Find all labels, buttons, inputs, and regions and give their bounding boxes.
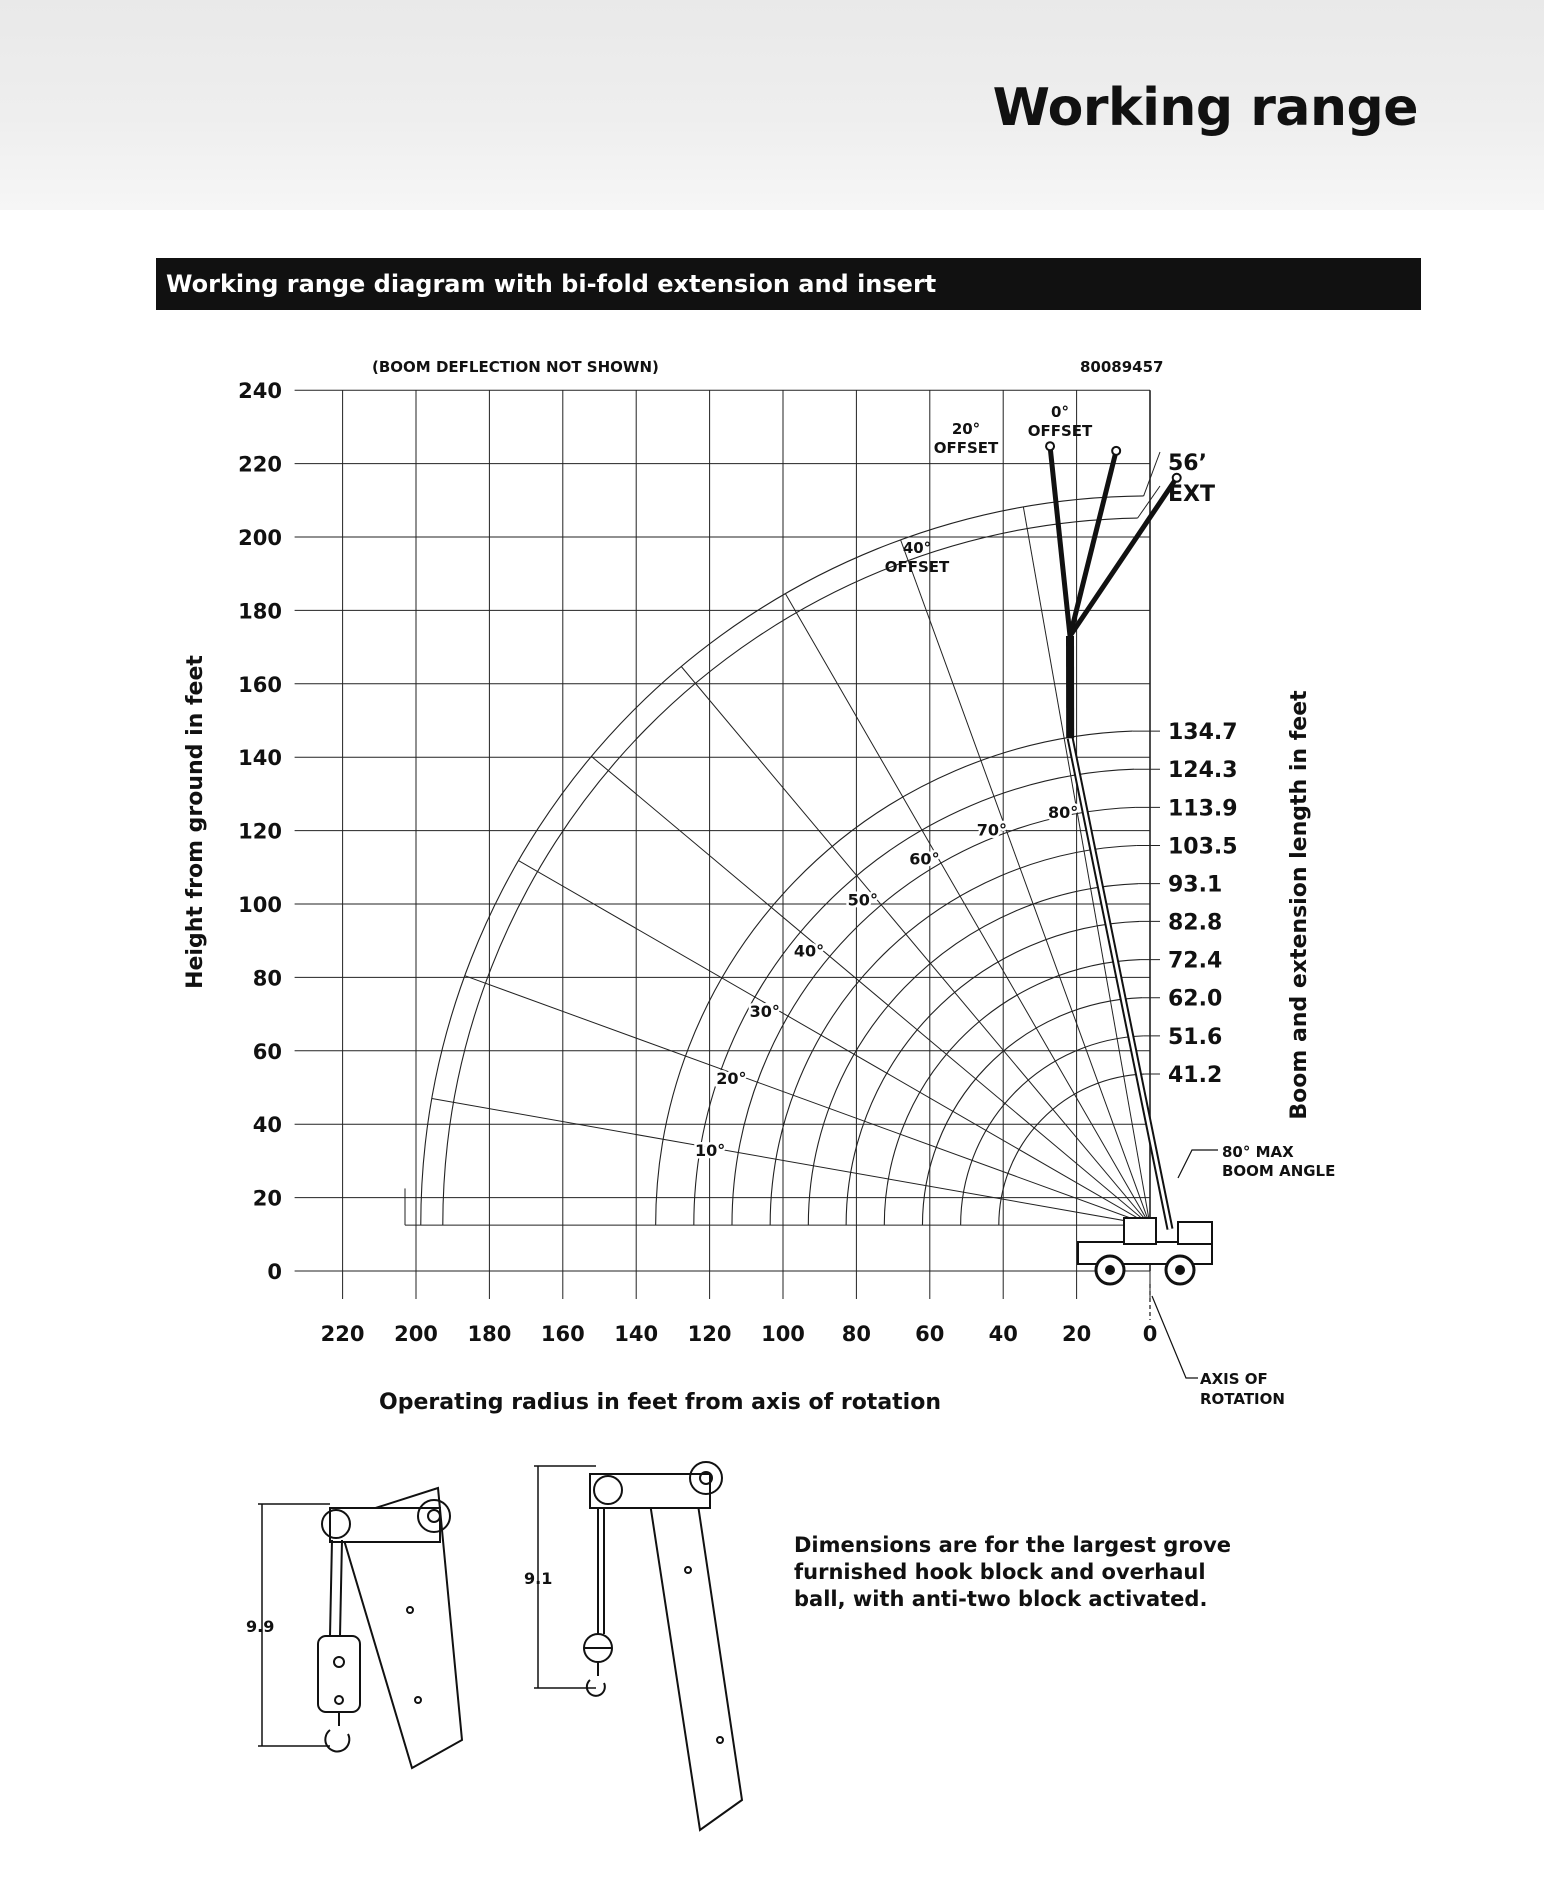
deflection-note: (BOOM DEFLECTION NOT SHOWN) <box>372 358 659 376</box>
offset-20-word: OFFSET <box>933 439 999 457</box>
x-tick-label: 20 <box>1061 1322 1092 1346</box>
carrier-counterweight <box>1178 1222 1212 1244</box>
page-title: Working range <box>992 78 1418 138</box>
boom-length-label: 62.0 <box>1168 986 1223 1012</box>
jib-tip <box>1112 447 1120 455</box>
carrier-hub <box>1105 1265 1115 1275</box>
axis-ticks <box>238 379 1157 1346</box>
max-angle-leader <box>1178 1150 1218 1178</box>
boom-length-label: 103.5 <box>1168 834 1238 860</box>
carrier-cab <box>1124 1218 1156 1244</box>
dimensions-note: Dimensions are for the largest grove furnished hook block and overhaul ball, with anti-two block activated. <box>794 1533 1232 1611</box>
boom-angle-ray <box>518 861 1150 1226</box>
right-axis-label: Boom and extension length in feet <box>1287 690 1312 1120</box>
boom-length-arcs <box>405 452 1238 1225</box>
boom-length-label: 41.2 <box>1168 1063 1223 1089</box>
offset-40-word: OFFSET <box>884 558 950 576</box>
boom-length-label: 51.6 <box>1168 1024 1223 1050</box>
ext-label: EXT <box>1168 482 1215 507</box>
boom-angle-label: 70° <box>976 820 1008 840</box>
y-tick-label: 240 <box>238 379 282 404</box>
y-tick-label: 100 <box>238 893 282 917</box>
y-tick-label: 200 <box>238 526 282 550</box>
boom-angle-ray <box>465 976 1150 1225</box>
y-tick-label: 60 <box>252 1039 282 1064</box>
axis-of-rotation-line2: ROTATION <box>1200 1390 1285 1408</box>
section-title: Working range diagram with bi-fold extension and insert <box>166 270 937 298</box>
y-tick-label: 40 <box>252 1113 282 1138</box>
boom-angle-ray <box>901 540 1150 1225</box>
max-boom-angle-line2: BOOM ANGLE <box>1222 1162 1336 1180</box>
y-axis-label: Height from ground in feet <box>183 655 208 989</box>
x-tick-label: 0 <box>1142 1322 1158 1346</box>
boom-length-label: 93.1 <box>1168 872 1223 898</box>
y-tick-label: 180 <box>238 599 282 624</box>
boom-angle-label: 20° <box>716 1068 747 1088</box>
y-tick-label: 0 <box>267 1260 282 1284</box>
x-tick-label: 140 <box>614 1322 659 1346</box>
y-tick-label: 80 <box>252 966 282 991</box>
boom-angle-label: 80° <box>1048 803 1079 823</box>
boom-angle-ray <box>681 667 1150 1226</box>
jib-tip <box>1046 442 1054 450</box>
hook-block-details <box>246 1462 742 1830</box>
offset-20-angle: 20° <box>951 420 981 438</box>
x-tick-label: 80 <box>841 1322 872 1346</box>
carrier-hub <box>1175 1265 1185 1275</box>
boom-angle-label: 40° <box>793 941 825 961</box>
offset-0-word: OFFSET <box>1027 422 1093 440</box>
boom-length-label: 134.7 <box>1168 720 1238 746</box>
boom-angle-label: 30° <box>749 1001 780 1021</box>
boom-angle-ray <box>785 594 1150 1226</box>
max-boom-angle-line1: 80° MAX <box>1222 1143 1294 1161</box>
boom-length-label: 113.9 <box>1168 796 1238 822</box>
axis-leader <box>1152 1296 1198 1378</box>
x-tick-label: 200 <box>394 1322 438 1346</box>
x-tick-label: 100 <box>761 1322 805 1346</box>
jib-offset-section <box>1070 478 1177 636</box>
offset-0-angle: 0° <box>1051 403 1069 421</box>
overhaul-ball-drawing <box>584 1462 742 1830</box>
boom-angle-label: 60° <box>909 849 940 869</box>
x-tick-label: 60 <box>915 1322 945 1346</box>
boom-angle-rays <box>432 507 1150 1225</box>
y-tick-label: 140 <box>238 746 282 771</box>
x-tick-label: 180 <box>467 1322 512 1346</box>
dimension-mid-value: 9.1 <box>524 1569 553 1588</box>
main-boom-inner <box>1070 738 1170 1229</box>
x-tick-label: 120 <box>687 1322 732 1346</box>
x-tick-label: 40 <box>988 1322 1018 1346</box>
dimension-left-value: 9.9 <box>246 1617 275 1636</box>
boom-angle-label: 10° <box>694 1141 726 1161</box>
x-tick-label: 160 <box>540 1322 585 1346</box>
boom-length-label: 82.8 <box>1168 910 1223 936</box>
ext-length-label: 56’ <box>1168 451 1207 476</box>
jib-offset-section <box>1050 446 1070 636</box>
y-tick-label: 20 <box>252 1186 282 1211</box>
y-tick-label: 120 <box>238 819 282 844</box>
y-tick-label: 160 <box>238 672 282 697</box>
x-axis-label: Operating radius in feet from axis of rotation <box>379 1390 941 1415</box>
boom-angle-ray <box>432 1098 1150 1225</box>
x-tick-label: 220 <box>320 1322 365 1346</box>
boom-angle-label: 50° <box>847 890 878 910</box>
boom-length-label: 72.4 <box>1168 948 1223 974</box>
axis-of-rotation-line1: AXIS OF <box>1200 1370 1268 1388</box>
extension-leader <box>1138 486 1160 518</box>
drawing-number: 80089457 <box>1080 358 1164 376</box>
offset-40-angle: 40° <box>902 539 932 557</box>
boom-angle-ray <box>591 756 1150 1225</box>
y-tick-label: 220 <box>238 452 282 477</box>
hook-block-drawing <box>318 1488 462 1768</box>
boom-length-label: 124.3 <box>1168 758 1238 784</box>
